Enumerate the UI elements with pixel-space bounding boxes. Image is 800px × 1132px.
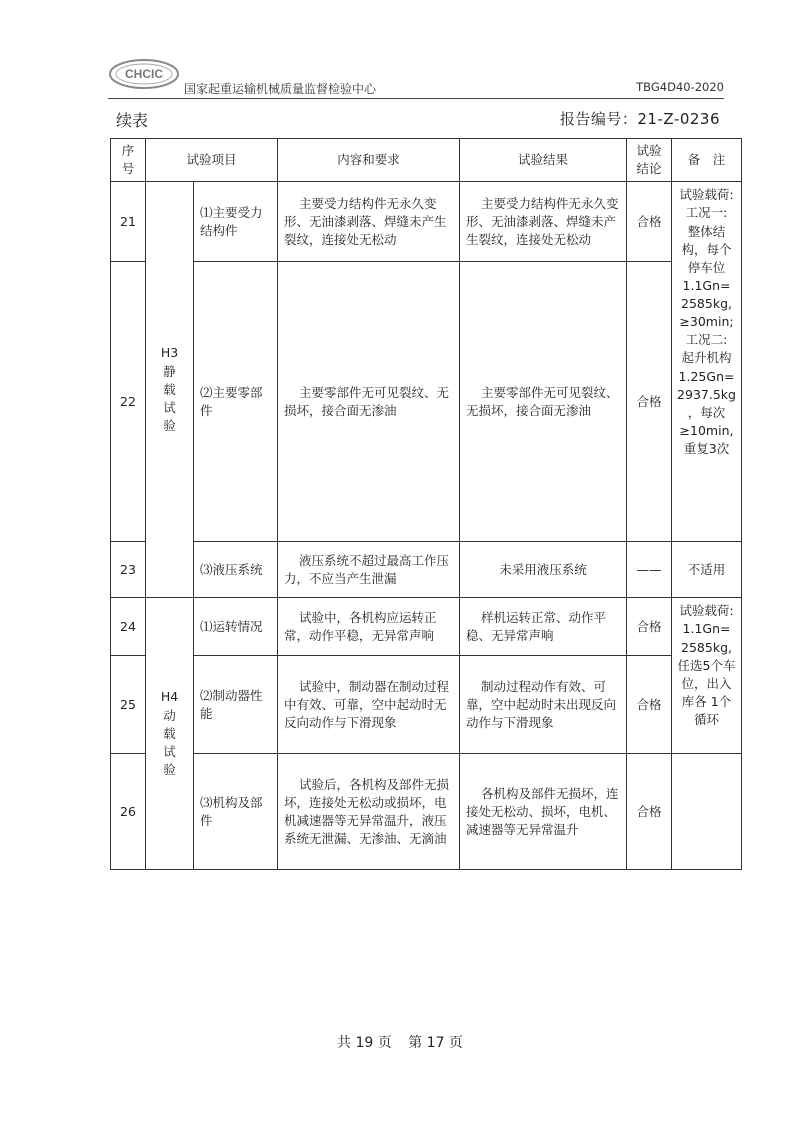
logo-text: CHCIC	[125, 67, 163, 81]
conclusion: 合格	[627, 182, 672, 262]
group-h4: H4 动 载 试 验	[146, 598, 194, 870]
row-number: 21	[111, 182, 146, 262]
col-requirement: 内容和要求	[278, 139, 460, 182]
requirement: 液压系统不超过最高工作压力，不应当产生泄漏	[278, 542, 460, 598]
conclusion: 合格	[627, 262, 672, 542]
result: 制动过程动作有效、可靠，空中起动时未出现反向动作与下滑现象	[460, 656, 627, 754]
report-number: 报告编号：21-Z-0236	[559, 110, 720, 128]
group-h3: H3 静 载 试 验	[146, 182, 194, 598]
requirement: 试验中，制动器在制动过程中有效、可靠，空中起动时无反向动作与下滑现象	[278, 656, 460, 754]
current-page: 第 17 页	[408, 1035, 463, 1051]
result: 样机运转正常、动作平稳、无异常声响	[460, 598, 627, 656]
row-number: 23	[111, 542, 146, 598]
table-row	[111, 656, 742, 754]
header-rule	[108, 98, 724, 99]
chcic-logo	[108, 58, 180, 90]
table-row	[111, 262, 742, 542]
requirement: 主要受力结构件无永久变形、无油漆剥落、焊缝未产生裂纹，连接处无松动	[278, 182, 460, 262]
conclusion: 合格	[627, 598, 672, 656]
test-item: ⑶液压系统	[194, 542, 278, 598]
col-conclusion: 试验结论	[627, 139, 672, 182]
table-row	[111, 542, 742, 598]
result: 主要受力结构件无永久变形、无油漆剥落、焊缝未产生裂纹，连接处无松动	[460, 182, 627, 262]
table-header-row	[111, 139, 742, 182]
table-row	[111, 754, 742, 870]
continued-label: 续表	[116, 111, 149, 130]
note: 不适用	[672, 542, 742, 598]
col-no: 序号	[111, 139, 146, 182]
test-item: ⑵制动器性能	[194, 656, 278, 754]
conclusion: 合格	[627, 656, 672, 754]
result: 各机构及部件无损坏，连接处无松动、损坏，电机、减速器等无异常温升	[460, 754, 627, 870]
requirement: 试验中，各机构应运转正常，动作平稳，无异常声响	[278, 598, 460, 656]
note-h4: 试验载荷: 1.1Gn= 2585kg, 任选5个车位，出入库各 1个循环	[672, 598, 742, 754]
test-table	[110, 138, 742, 870]
doc-code: TBG4D40-2020	[636, 80, 724, 94]
total-pages: 共 19 页	[337, 1035, 392, 1051]
test-item: ⑴主要受力结构件	[194, 182, 278, 262]
row-number: 22	[111, 262, 146, 542]
row-number: 25	[111, 656, 146, 754]
requirement: 主要零部件无可见裂纹、无损坏，接合面无渗油	[278, 262, 460, 542]
conclusion: 合格	[627, 754, 672, 870]
note-empty	[672, 754, 742, 870]
row-number: 26	[111, 754, 146, 870]
table-row	[111, 182, 742, 262]
table-row	[111, 598, 742, 656]
conclusion: ——	[627, 542, 672, 598]
test-item: ⑵主要零部件	[194, 262, 278, 542]
col-note: 备 注	[672, 139, 742, 182]
col-item: 试验项目	[146, 139, 278, 182]
page-header	[108, 58, 724, 98]
page-footer	[0, 1032, 800, 1052]
col-result: 试验结果	[460, 139, 627, 182]
test-item: ⑶机构及部件	[194, 754, 278, 870]
test-item: ⑴运转情况	[194, 598, 278, 656]
result: 未采用液压系统	[460, 542, 627, 598]
row-number: 24	[111, 598, 146, 656]
org-name: 国家起重运输机械质量监督检验中心	[184, 82, 377, 96]
result: 主要零部件无可见裂纹、无损坏，接合面无渗油	[460, 262, 627, 542]
requirement: 试验后，各机构及部件无损坏，连接处无松动或损坏，电机减速器等无异常温升，液压系统无泄漏、无渗油、无滴油	[278, 754, 460, 870]
note-h3: 试验载荷: 工况一: 整体结构，每个停车位 1.1Gn= 2585kg, ≥30min; 工况二: 起升机构 1.25Gn= 2937.5kg ，每次 ≥10min, 重复3次	[672, 182, 742, 542]
